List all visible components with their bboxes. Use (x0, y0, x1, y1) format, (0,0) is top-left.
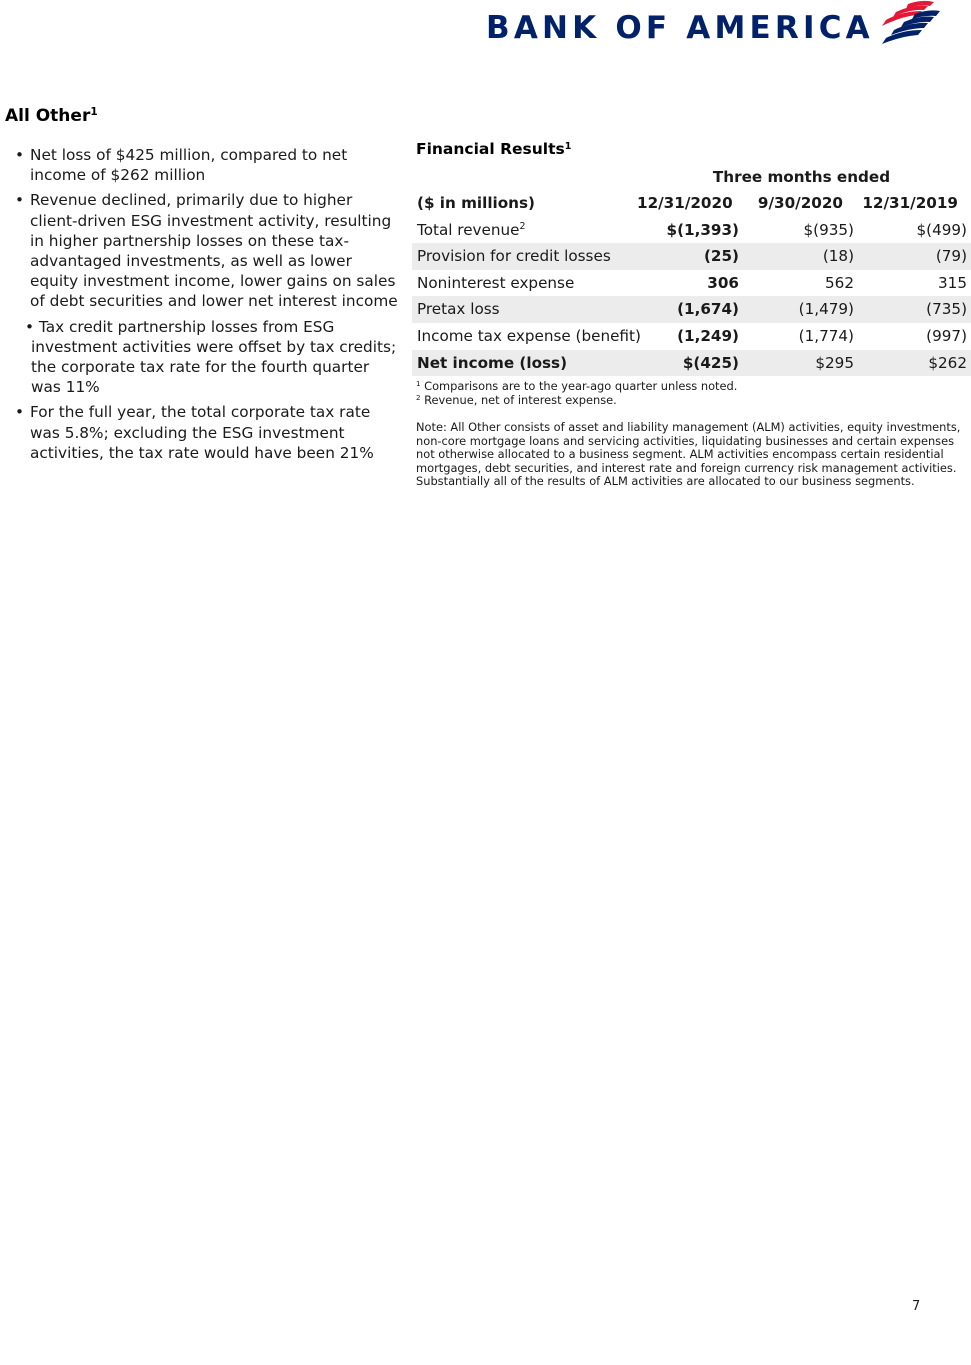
cell-value: $262 (928, 353, 967, 372)
cell-value: (25) (703, 247, 739, 266)
cell-value: $(425) (682, 353, 739, 372)
row-label: Net income (loss) (417, 353, 568, 372)
column-header-12-31-2019: 12/31/2019 (862, 194, 958, 212)
cell-value: 315 (938, 273, 967, 292)
cell-value: $(499) (916, 220, 967, 239)
page-number: 7 (912, 1299, 921, 1314)
table-row (412, 217, 971, 244)
cell-value: (1,479) (798, 300, 854, 319)
cell-value: (997) (926, 326, 967, 345)
table-row (412, 296, 971, 323)
note-paragraph: Note: All Other consists of asset and liability management (ALM) activities, equity investments, non-core mortgage loans and servicing activities, liquidating businesses and certain expenses not otherwise allocated to a business segment. ALM activities encompass certain residential mortgages, debt securities, and interest rate and foreign currency risk management activities. Substantially all of the results of ALM activities are allocated to our business segments. (416, 420, 961, 489)
cell-value: (735) (926, 300, 967, 319)
bullet-marker: • (15, 403, 25, 422)
bullet-list (14, 145, 399, 468)
cell-value: (1,249) (677, 326, 739, 345)
logo-wordmark: BANK OF AMERICA (486, 10, 874, 46)
cell-value: (18) (822, 247, 854, 266)
table-header-row (412, 190, 971, 217)
row-label: Total revenue$^2$ (417, 220, 526, 239)
cell-value: (1,774) (798, 326, 854, 345)
financial-results-table (412, 164, 971, 376)
cell-value: 306 (707, 273, 739, 292)
financial-results-title: Financial Results$^1$ (416, 140, 572, 158)
cell-value: (79) (935, 247, 967, 266)
footnotes (416, 380, 737, 407)
row-label: Noninterest expense (417, 273, 575, 292)
table-row-total (412, 350, 971, 377)
cell-value: $(935) (803, 220, 854, 239)
bullet-marker: • (15, 146, 25, 164)
row-label: Provision for credit losses (417, 247, 611, 266)
period-header: Three months ended (712, 168, 891, 186)
column-header-12-31-2020: 12/31/2020 (637, 194, 733, 212)
row-label: Income tax expense (benefit) (417, 326, 641, 345)
bullet-marker: • (15, 191, 25, 210)
table-row (412, 243, 971, 270)
column-header-label: ($ in millions) (417, 194, 535, 212)
flag-icon (882, 0, 944, 48)
section-title: All Other$^1$ (5, 106, 98, 126)
cell-value: (1,674) (677, 300, 739, 319)
cell-value: 562 (825, 273, 854, 292)
cell-value: $(1,393) (666, 220, 739, 239)
footnote: $^1$ Comparisons are to the year-ago quarter unless noted. (416, 379, 738, 393)
table-row (412, 323, 971, 350)
bullet-item: • Tax credit partnership losses from ESG investment activities were offset by tax credits; the corporate tax rate for the fourth quarter was 11% (25, 317, 397, 397)
row-label: Pretax loss (417, 300, 500, 319)
bullet-item: • For the full year, the total corporate tax rate was 5.8%; excluding the ESG investment activities, the tax rate would have been 21% (15, 403, 374, 462)
column-header-9-30-2020: 9/30/2020 (757, 194, 843, 212)
bullet-item: • Net loss of $425 million, compared to net income of $262 million (15, 146, 348, 185)
footnote: $^2$ Revenue, net of interest expense. (416, 392, 617, 407)
bullet-item: • Revenue declined, primarily due to higher client-driven ESG investment activity, resulting in higher partnership losses on these tax-advantaged investments, as well as lower equity investment income, lower gains on sales of debt securities and lower net interest income (15, 191, 398, 311)
cell-value: $295 (815, 353, 854, 372)
table-row (412, 270, 971, 297)
bank-of-america-logo (486, 0, 971, 50)
